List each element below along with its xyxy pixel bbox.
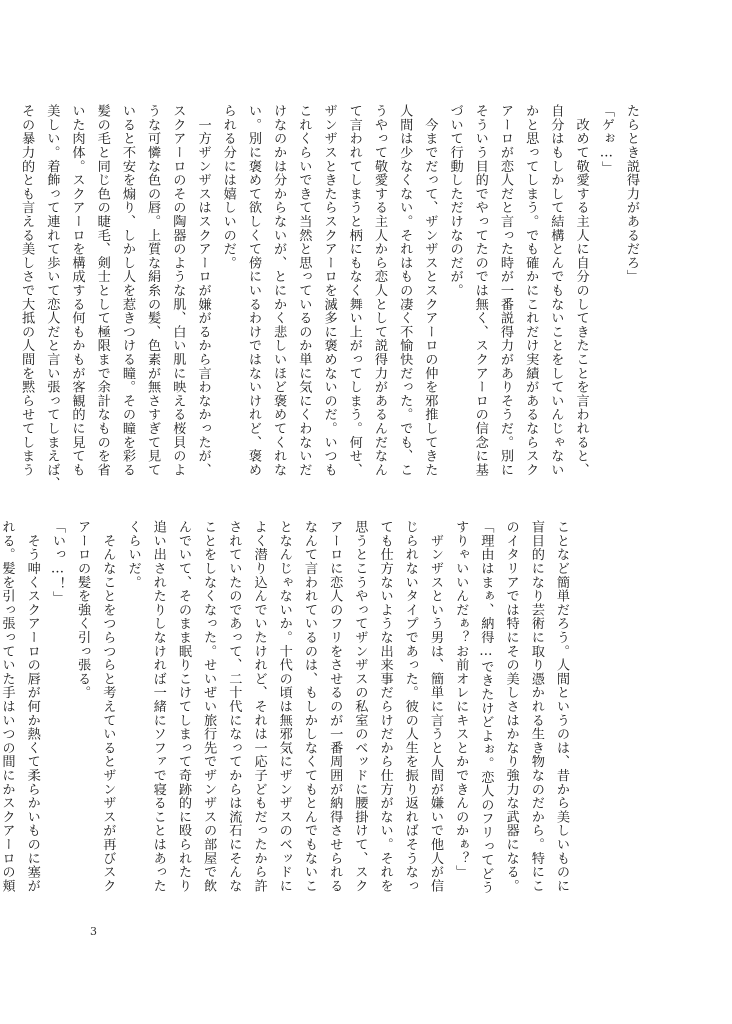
text-column: 「ゲぉ…」 [598,104,614,175]
page-number: 3 [90,925,97,938]
text-column: のイタリアでは特にその美しさはかなり強力な武器になる。 [503,520,519,893]
text-column: て言われてしまうと柄にもなく舞い上がってしまう。何せ、 [346,104,362,477]
text-column: アーロの髪を強く引っ張る。 [75,520,91,700]
text-column: これくらいできて当然と思っているのか単に気にくわないだ [296,104,312,477]
text-column: けなのかは分からないが、とにかく悲しいほど褒めてくれな [271,104,287,477]
text-column: られる分には嬉しいのだ。 [220,104,236,270]
text-column: 思うとこうやってザンザスの私室のベッドに腰掛けて、スク [352,520,368,893]
text-column: いた肉体。スクアーロを構成する何もかもが客観的に見ても [69,104,85,477]
text-column: ザンザスという男は、簡単に言うと人間が嫌いで他人が信 [427,520,443,893]
text-column: うな可憐な色の唇。上質な絹糸の髪、色素が無さすぎて見て [145,104,161,477]
text-column: 「理由はまぁ、納得…できたけどよぉ。恋人のフリってどう [478,520,494,895]
text-column: んでいて、そのまま眠りこけてしまって奇跡的に殴られたり [175,520,191,893]
text-column: そう呻くスクアーロの唇が何か熱くて柔らかいものに塞が [24,520,40,893]
text-column: されていたのであって、二十代になってからは流石にそんな [226,520,242,893]
text-column: そんなことをつらつらと考えているとザンザスが再びスク [100,520,116,893]
text-column: じられないタイプであった。彼の人生を振り返ればそうなっ [402,520,418,893]
text-column: ことなど簡単だろう。人間というのは、昔から美しいものに [554,520,569,893]
text-column: アーロが恋人だと言った時が一番説得力がありそうだ。別に [497,104,513,477]
text-column: そういう目的でやってたのでは無く、スクアーロの信念に基 [472,104,488,477]
text-column: 髪の毛と同じ色の睫毛、剣士として極限まで余計なものを省 [94,104,110,477]
text-column: 美しい。着飾って連れて歩いて恋人だと言い張ってしまえば、 [44,104,60,491]
text-column: 「いっ…！」 [49,520,65,605]
text-column: い。別に褒めて欲しくて傍にいるわけではないけれど、褒め [245,104,261,477]
text-column: アーロに恋人のフリをさせるのが一番周囲が納得させられる [327,520,343,893]
text-column: なんて言われているのは、もしかしなくてもとんでもないこ [301,520,317,893]
text-column: スクアーロのその陶器のような肌、白い肌に映える桜貝のよ [170,104,186,477]
text-column: 人間は少なくない。それはもの凄く不愉快だった。でも、こ [397,104,413,477]
text-column: くらいだ。 [125,520,141,589]
text-column: うやって敬愛する主人から恋人として説得力があるんだなん [371,104,387,477]
text-column: ても仕方ないような出来事だらけだから仕方がない。それを [377,520,393,893]
top-text-block [19,104,644,498]
text-column: 追い出されたりしなければ一緒にソファで寝ることはあった [150,520,166,893]
bottom-text-block [0,520,574,914]
text-column: 改めて敬愛する主人に自分のしてきたことを言われると、 [573,104,589,477]
text-column: ザンザスときたらスクアーロを滅多に褒めないのだ。いつも [321,104,337,477]
text-column: となんじゃないか。十代の頃は無邪気にザンザスのベッドに [276,520,292,893]
text-column: よく潜り込んでいたけれど、それは一応子どもだったから許 [251,520,267,893]
text-column: れる。髪を引っ張っていた手はいつの間にかスクアーロの頬 [0,520,15,893]
text-column: 一方ザンザスはスクアーロが嫌がるから言わなかったが、 [195,104,211,477]
text-column: 今までだって、ザンザスとスクアーロの仲を邪推してきた [422,104,438,477]
text-column: その暴力的とも言える美しさで大抵の人間を黙らせてしまう [19,104,35,477]
text-column: たらとき説得力があるだろ」 [624,104,639,284]
text-column: いると不安を煽り、しかし人を惹きつける瞳。その瞳を彩る [119,104,135,477]
text-column: かと思ってしまう。でも確かにこれだけ実績があるならスク [523,104,539,477]
text-column: づいて行動しただけなのだが。 [447,104,463,298]
text-column: 自分はもしかして結構とんでもないことをしていんじゃない [548,104,564,477]
text-column: ことをしなくなった。せいぜい旅行先でザンザスの部屋で飲 [201,520,217,893]
text-column: 盲目的になり芸術に取り憑かれる生き物なのだから。特にこ [528,520,544,893]
text-column: すりゃいいんだぁ？お前オレにキスとかできんのかぁ？」 [453,520,469,879]
